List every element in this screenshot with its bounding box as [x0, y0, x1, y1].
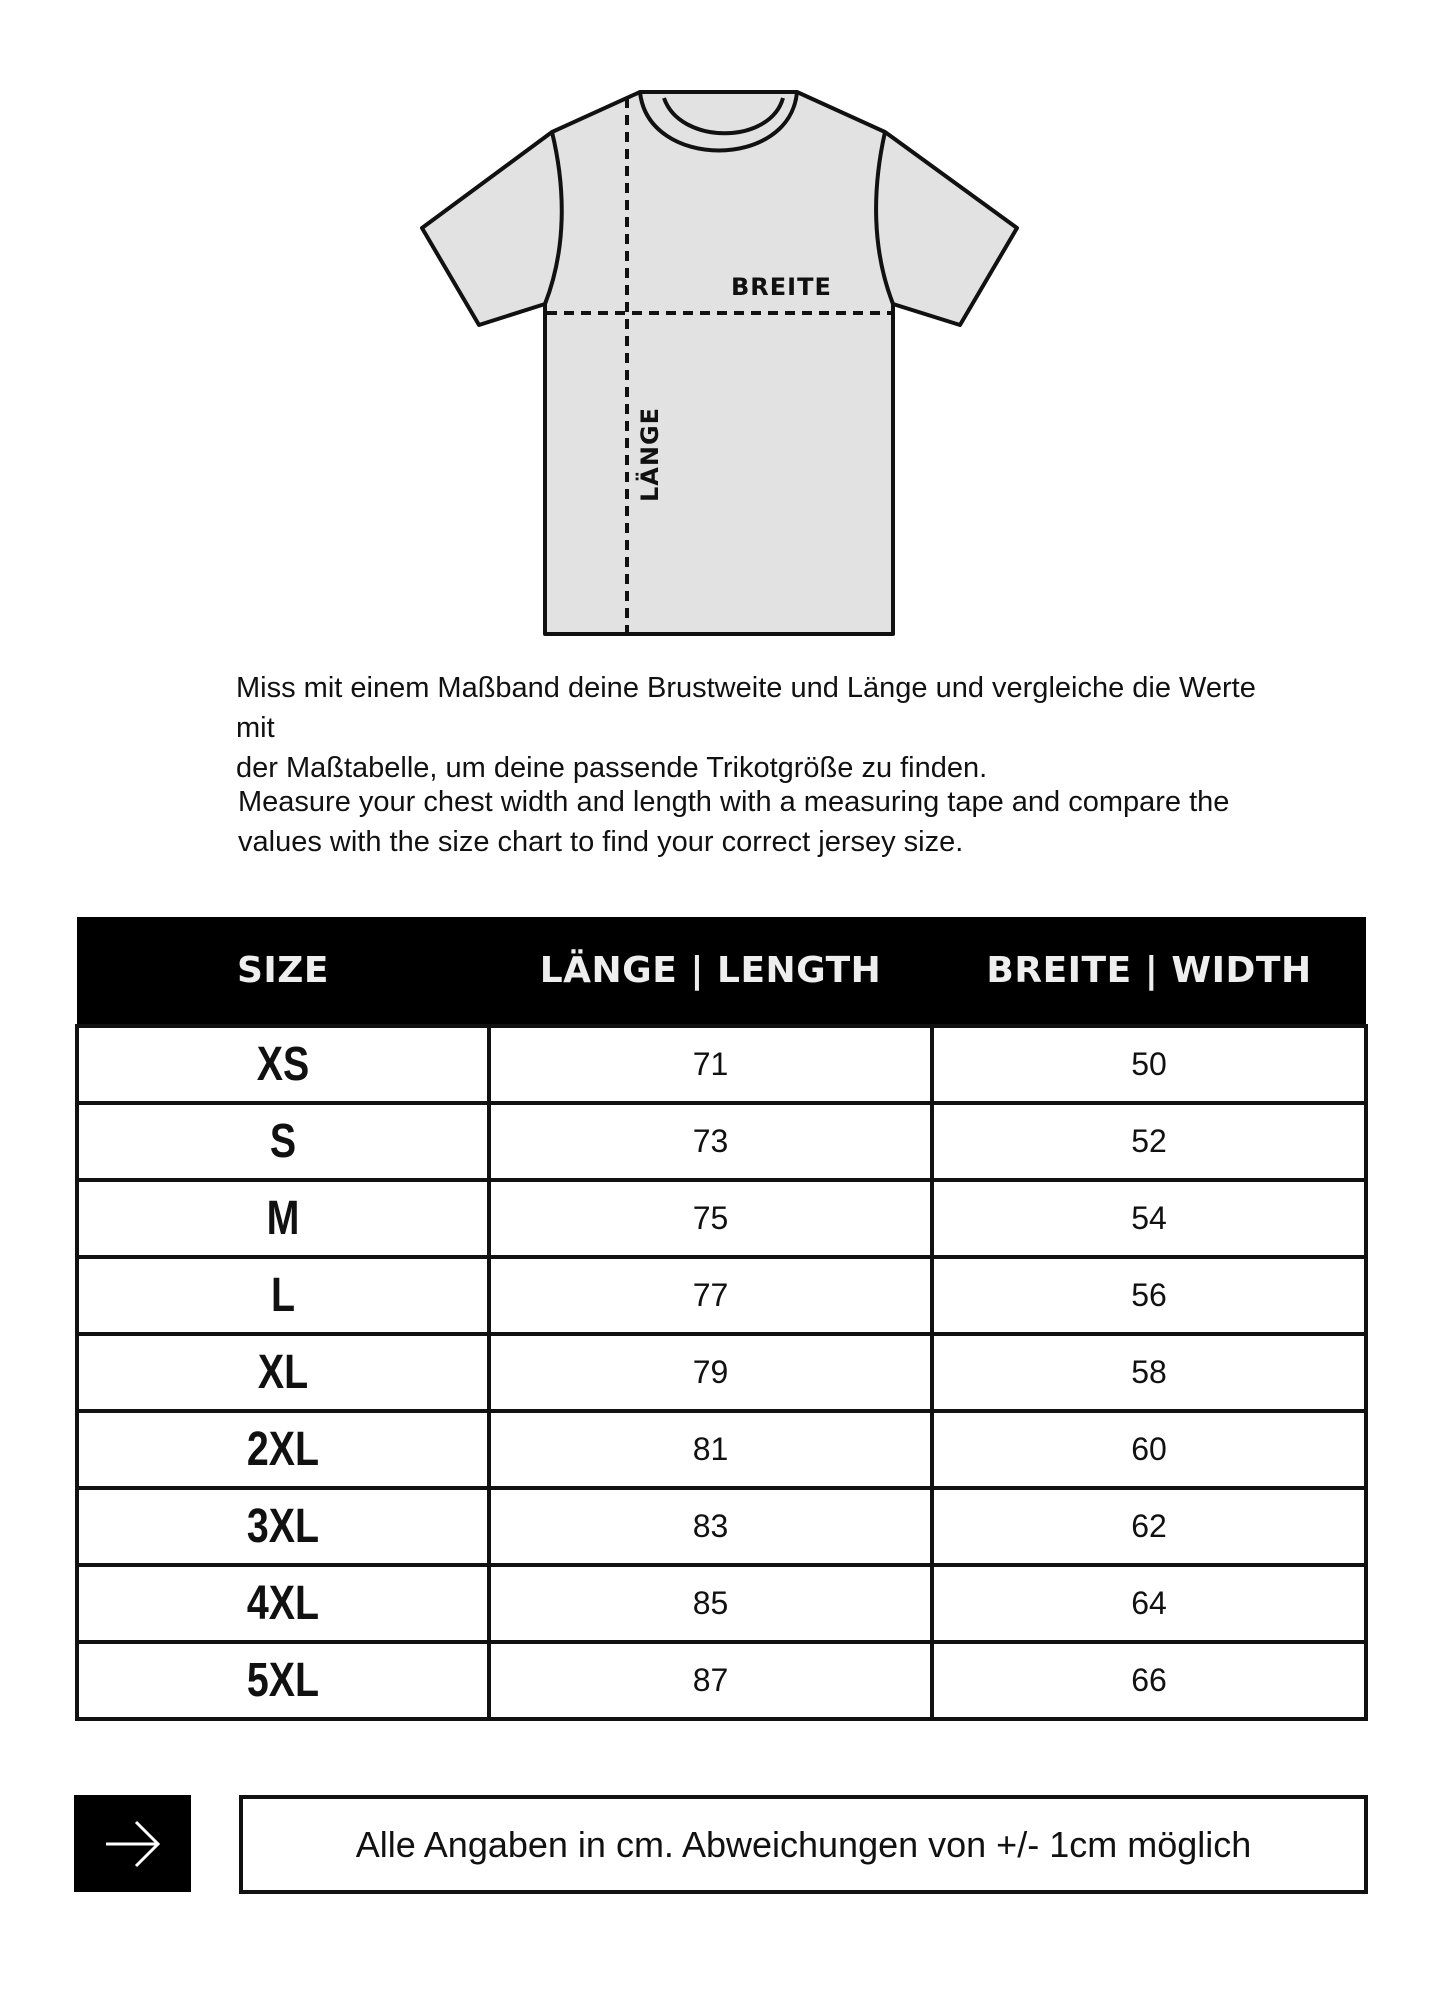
width-cell: 56: [932, 1257, 1366, 1334]
table-header-row: [77, 917, 1366, 1026]
intro-english-line2: values with the size chart to find your correct jersey size.: [238, 826, 964, 858]
length-cell: 79: [489, 1334, 932, 1411]
size-cell: M: [114, 1180, 452, 1257]
measurement-note: [239, 1795, 1368, 1894]
table-row: [77, 1103, 1366, 1180]
table-row: [77, 1565, 1366, 1642]
size-cell: 2XL: [114, 1411, 452, 1488]
size-cell: 5XL: [114, 1642, 452, 1719]
length-cell: 71: [489, 1026, 932, 1103]
width-cell: 60: [932, 1411, 1366, 1488]
table-row: [77, 1642, 1366, 1719]
header-width: BREITE | WIDTH: [932, 917, 1366, 1026]
size-cell: XS: [114, 1026, 452, 1103]
table-row: [77, 1488, 1366, 1565]
table-row: [77, 1334, 1366, 1411]
size-cell: S: [114, 1103, 452, 1180]
table-row: [77, 1026, 1366, 1103]
width-cell: 50: [932, 1026, 1366, 1103]
intro-english-line1: Measure your chest width and length with a measuring tape and compare the: [238, 786, 1230, 818]
tshirt-diagram: [0, 0, 1429, 660]
length-cell: 85: [489, 1565, 932, 1642]
length-cell: 81: [489, 1411, 932, 1488]
length-cell: 87: [489, 1642, 932, 1719]
size-cell: XL: [114, 1334, 452, 1411]
width-cell: 54: [932, 1180, 1366, 1257]
tshirt-measure-icon: [0, 0, 1429, 660]
width-cell: 52: [932, 1103, 1366, 1180]
table-row: [77, 1411, 1366, 1488]
width-cell: 64: [932, 1565, 1366, 1642]
width-cell: 66: [932, 1642, 1366, 1719]
size-cell: L: [114, 1257, 452, 1334]
intro-german-line2: der Maßtabelle, um deine passende Trikotgröße zu finden.: [236, 752, 988, 784]
width-label: BREITE: [731, 273, 832, 301]
size-chart-table: [75, 917, 1368, 1721]
arrow-right-icon: [104, 1819, 162, 1869]
header-size: SIZE: [77, 917, 489, 1026]
arrow-box: [74, 1795, 191, 1892]
size-cell: 3XL: [114, 1488, 452, 1565]
table-row: [77, 1180, 1366, 1257]
intro-german-line1: Miss mit einem Maßband deine Brustweite und Länge und vergleiche die Werte mit: [236, 672, 1256, 744]
length-cell: 75: [489, 1180, 932, 1257]
intro-english: [238, 782, 1298, 862]
table-row: [77, 1257, 1366, 1334]
intro-german: [236, 668, 1296, 788]
length-cell: 73: [489, 1103, 932, 1180]
width-cell: 58: [932, 1334, 1366, 1411]
length-label: LÄNGE: [636, 406, 664, 502]
size-cell: 4XL: [114, 1565, 452, 1642]
measurement-note-text: Alle Angaben in cm. Abweichungen von +/- 1cm möglich: [355, 1823, 1252, 1865]
header-length: LÄNGE | LENGTH: [489, 917, 932, 1026]
length-cell: 83: [489, 1488, 932, 1565]
width-cell: 62: [932, 1488, 1366, 1565]
length-cell: 77: [489, 1257, 932, 1334]
